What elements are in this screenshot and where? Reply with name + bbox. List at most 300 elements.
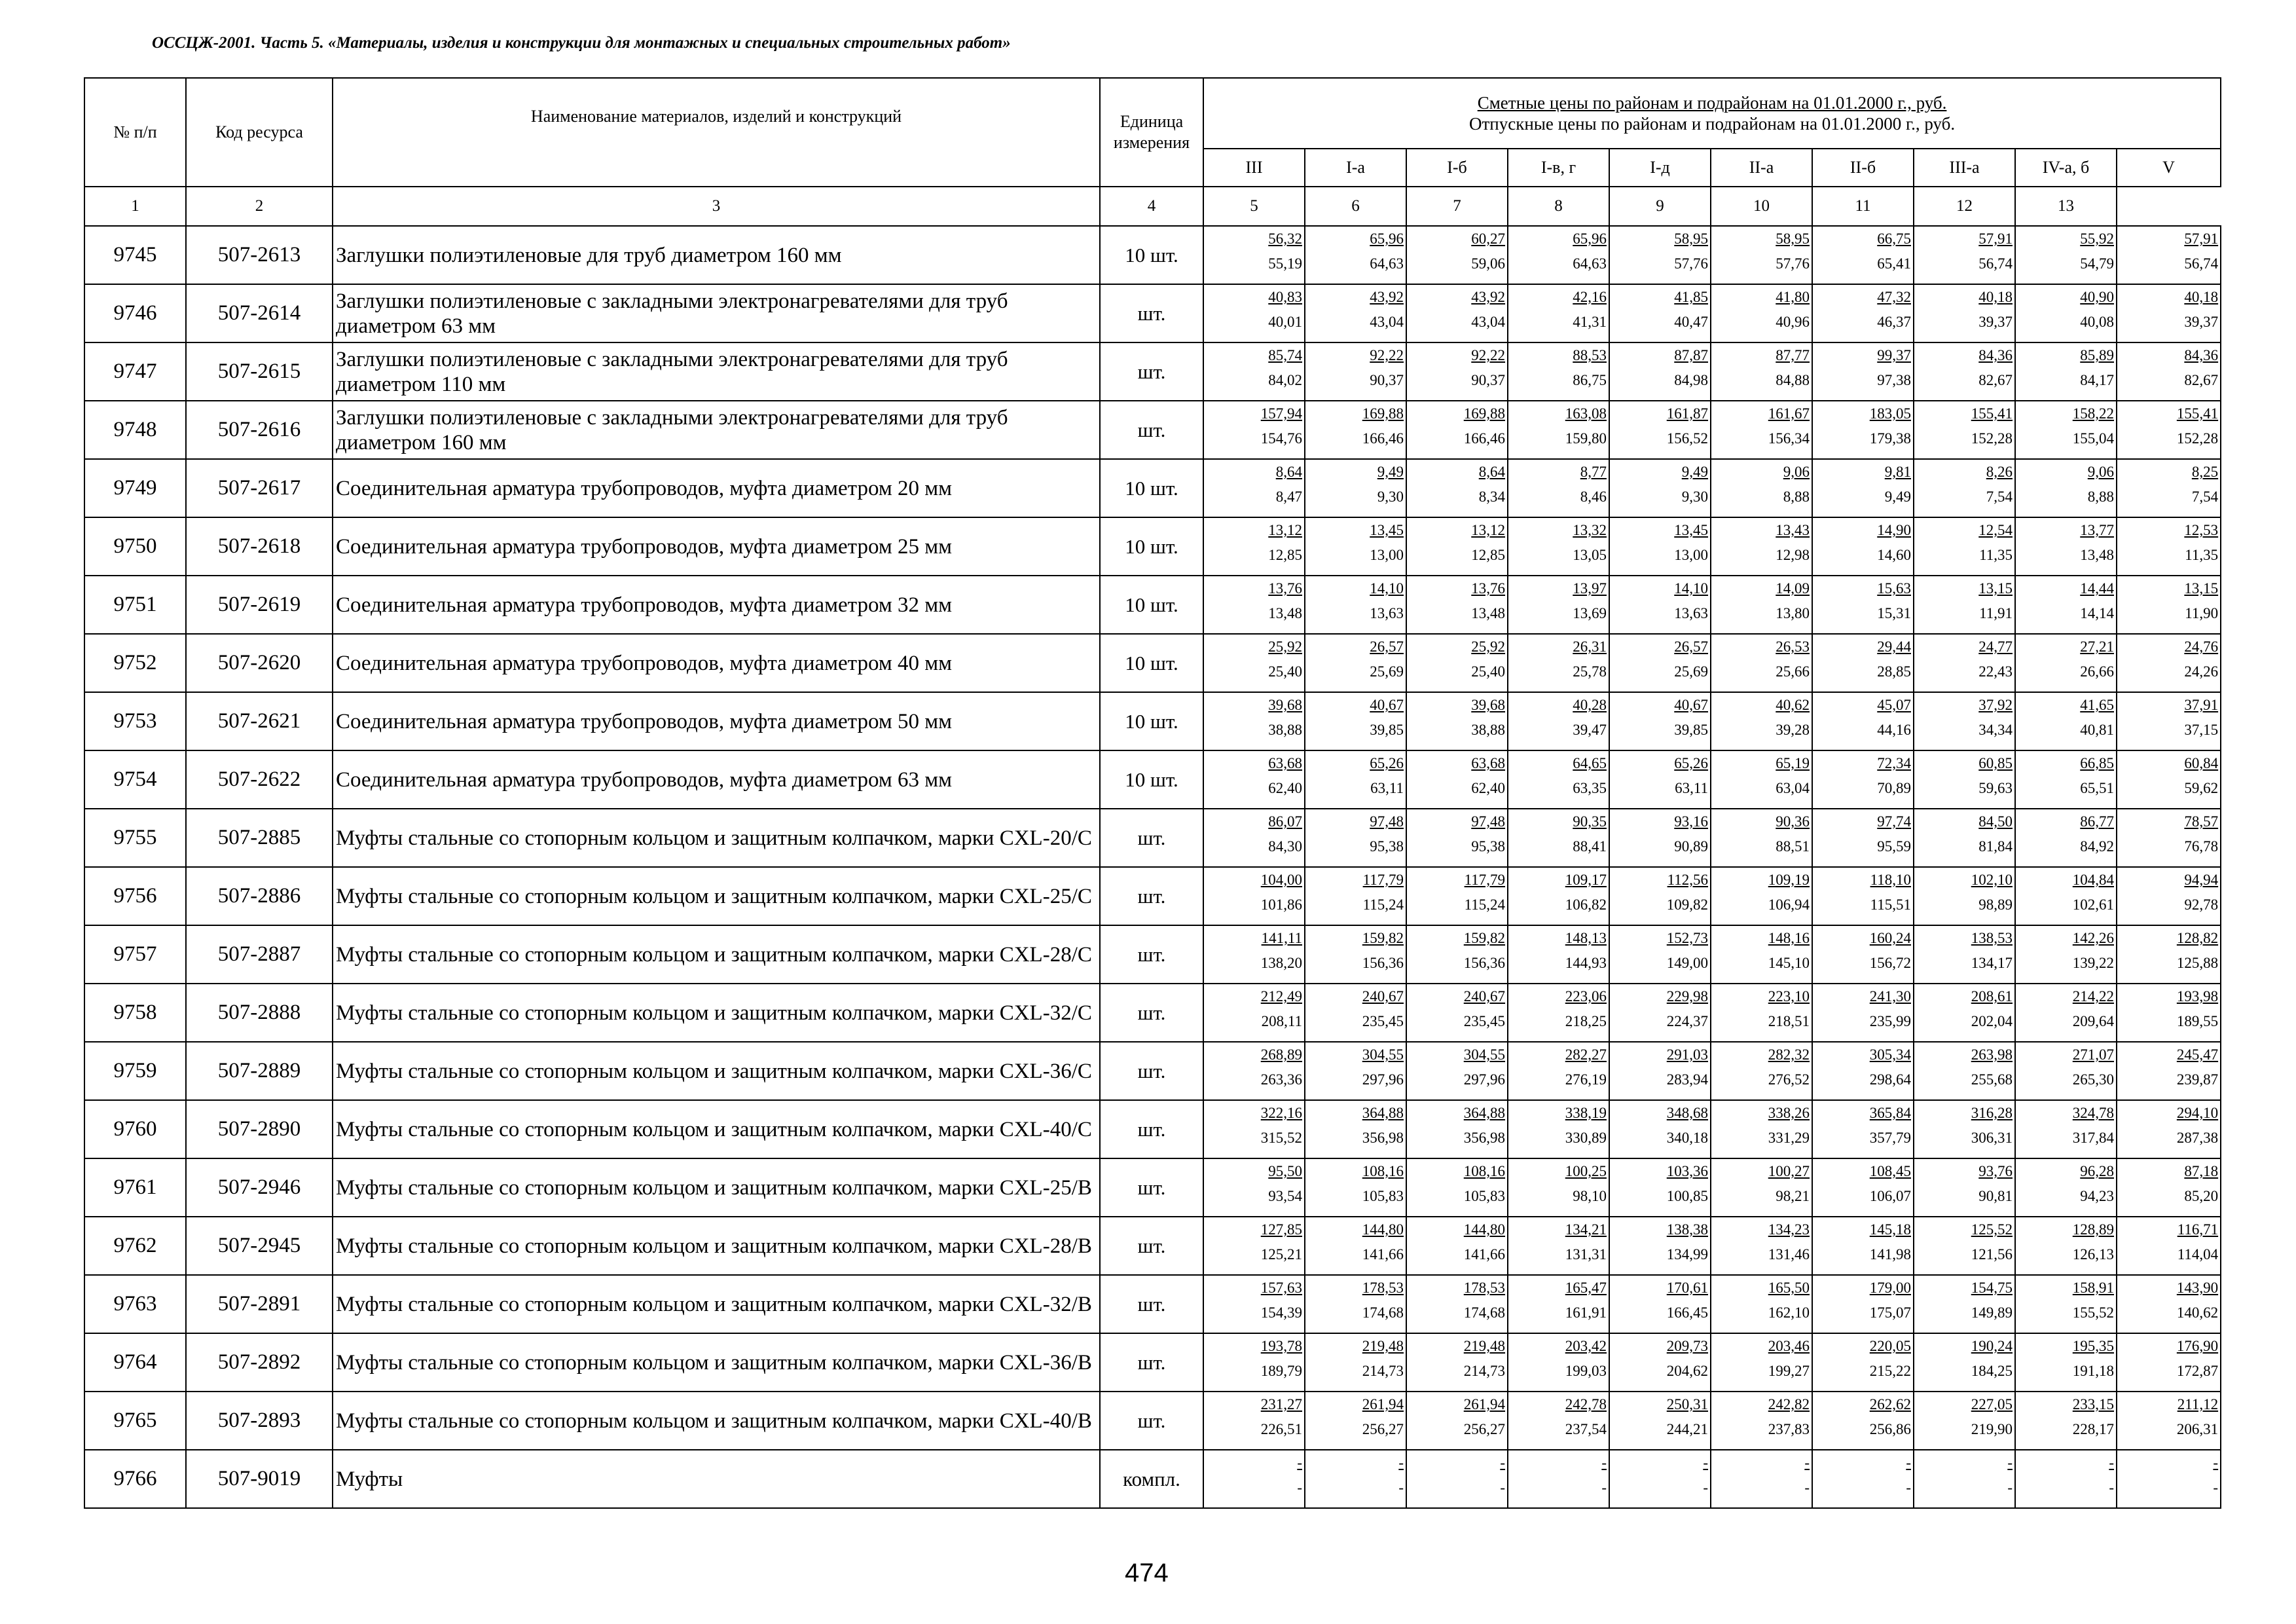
release-price: 179,38: [1869, 430, 1911, 447]
estimate-price: 261,94: [1362, 1396, 1404, 1412]
price-cell: [1305, 750, 1406, 809]
release-price: 13,63: [1370, 605, 1404, 621]
release-price: 306,31: [1971, 1130, 2013, 1146]
estimate-price: 142,26: [2072, 930, 2114, 946]
material-name: Заглушки полиэтиленовые для труб диаметром 160 мм: [333, 226, 1100, 284]
price-cell: [1406, 401, 1508, 459]
estimate-price: -: [2007, 1454, 2013, 1471]
price-cell: [1406, 750, 1508, 809]
release-price: 226,51: [1260, 1421, 1302, 1437]
estimate-price: 242,82: [1768, 1396, 1810, 1412]
material-name: Соединительная арматура трубопроводов, муфта диаметром 40 мм: [333, 634, 1100, 692]
estimate-price: 8,26: [1986, 464, 2013, 480]
release-price: 94,23: [2080, 1188, 2114, 1204]
estimate-price: 40,90: [2080, 289, 2114, 305]
price-cell: [1609, 401, 1711, 459]
header-column-number: 5: [1203, 187, 1305, 226]
price-cell: [1203, 1275, 1305, 1333]
price-cell: [1812, 1392, 1914, 1450]
price-cell: [2015, 576, 2117, 634]
row-number: 9757: [84, 925, 186, 984]
release-price: 228,17: [2072, 1421, 2114, 1437]
release-price: 265,30: [2072, 1071, 2114, 1088]
release-price: 8,88: [1783, 489, 1810, 505]
price-cell: [1609, 1450, 1711, 1508]
row-number: 9756: [84, 867, 186, 925]
price-cell: [1609, 692, 1711, 750]
release-price: 166,45: [1666, 1304, 1708, 1321]
estimate-price: 26,57: [1674, 638, 1708, 655]
estimate-price: 94,94: [2184, 872, 2219, 888]
release-price: 105,83: [1362, 1188, 1404, 1204]
row-number: 9754: [84, 750, 186, 809]
price-cell: [2117, 867, 2221, 925]
release-price: 145,10: [1768, 955, 1810, 971]
release-price: 25,40: [1471, 663, 1505, 680]
price-cell: [1305, 984, 1406, 1042]
release-price: 90,37: [1370, 372, 1404, 388]
price-cell: [1508, 634, 1609, 692]
release-price: 95,38: [1370, 838, 1404, 855]
estimate-price: 13,15: [2184, 580, 2219, 597]
release-price: 14,14: [2080, 605, 2114, 621]
price-cell: [2117, 984, 2221, 1042]
row-number: 9753: [84, 692, 186, 750]
price-cell: [1711, 342, 1812, 401]
resource-code: 507-9019: [186, 1450, 333, 1508]
table-row: [84, 925, 2221, 984]
estimate-price: 229,98: [1666, 988, 1708, 1005]
price-cell: [1406, 634, 1508, 692]
release-price: 237,54: [1565, 1421, 1607, 1437]
release-price: 283,94: [1666, 1071, 1708, 1088]
estimate-price: 13,76: [1268, 580, 1302, 597]
row-number: 9764: [84, 1333, 186, 1392]
table-row: [84, 1158, 2221, 1217]
price-cell: [1812, 1275, 1914, 1333]
table-row: [84, 750, 2221, 809]
release-price: 317,84: [2072, 1130, 2114, 1146]
estimate-price: 170,61: [1666, 1280, 1708, 1296]
release-price: 356,98: [1362, 1130, 1404, 1146]
price-cell: [1203, 517, 1305, 576]
release-price: 13,63: [1674, 605, 1708, 621]
price-cell: [1914, 342, 2015, 401]
row-number: 9761: [84, 1158, 186, 1217]
release-price: 46,37: [1877, 314, 1911, 330]
estimate-price: 25,92: [1268, 638, 1302, 655]
release-price: 59,06: [1471, 255, 1505, 272]
price-cell: [1203, 1392, 1305, 1450]
release-price: 63,04: [1776, 780, 1810, 796]
release-price: 40,81: [2080, 722, 2114, 738]
estimate-price: 45,07: [1877, 697, 1911, 713]
estimate-price: 66,85: [2080, 755, 2114, 771]
material-name: Муфты стальные со стопорным кольцом и защитным колпачком, марки CXL-25/B: [333, 1158, 1100, 1217]
estimate-price: 96,28: [2080, 1163, 2114, 1179]
estimate-price: 84,36: [2184, 347, 2219, 363]
price-cell: [2117, 284, 2221, 342]
release-price: 7,54: [1986, 489, 2013, 505]
estimate-price: 13,15: [1978, 580, 2013, 597]
price-cell: [2117, 459, 2221, 517]
price-cell: [2015, 1392, 2117, 1450]
price-cell: [1305, 517, 1406, 576]
release-price: 13,69: [1573, 605, 1607, 621]
release-price: -: [1906, 1479, 1911, 1496]
price-cell: [1914, 1158, 2015, 1217]
resource-code: 507-2889: [186, 1042, 333, 1100]
resource-code: 507-2887: [186, 925, 333, 984]
estimate-price: 154,75: [1971, 1280, 2013, 1296]
header-region: IV-а, б: [2015, 149, 2117, 187]
estimate-price: 95,50: [1268, 1163, 1302, 1179]
release-price: 125,88: [2176, 955, 2219, 971]
release-price: 315,52: [1260, 1130, 1302, 1146]
header-column-number: 1: [84, 187, 186, 226]
unit-of-measure: шт.: [1100, 1333, 1203, 1392]
release-price: 235,45: [1362, 1013, 1404, 1029]
release-price: 106,07: [1869, 1188, 1911, 1204]
estimate-price: -: [1297, 1454, 1302, 1471]
release-price: 152,28: [1971, 430, 2013, 447]
price-cell: [1711, 1450, 1812, 1508]
table-row: [84, 692, 2221, 750]
price-cell: [1812, 342, 1914, 401]
estimate-price: 219,48: [1463, 1338, 1505, 1354]
release-price: 8,46: [1580, 489, 1607, 505]
price-cell: [1203, 925, 1305, 984]
release-price: 121,56: [1971, 1246, 2013, 1263]
price-cell: [1203, 576, 1305, 634]
price-cell: [1508, 284, 1609, 342]
release-price: 65,51: [2080, 780, 2114, 796]
price-cell: [1914, 517, 2015, 576]
release-price: -: [2109, 1479, 2114, 1496]
header-column-number: 9: [1609, 187, 1711, 226]
resource-code: 507-2888: [186, 984, 333, 1042]
release-price: 39,85: [1370, 722, 1404, 738]
price-cell: [1203, 1450, 1305, 1508]
estimate-price: 8,64: [1275, 464, 1302, 480]
release-price: 235,99: [1869, 1013, 1911, 1029]
price-cell: [1305, 1217, 1406, 1275]
resource-code: 507-2892: [186, 1333, 333, 1392]
release-price: 95,38: [1471, 838, 1505, 855]
price-cell: [1609, 634, 1711, 692]
header-column-number: 13: [2015, 187, 2117, 226]
estimate-price: 14,10: [1370, 580, 1404, 597]
estimate-price: 169,88: [1463, 405, 1505, 422]
estimate-price: 268,89: [1260, 1046, 1302, 1063]
row-number: 9766: [84, 1450, 186, 1508]
estimate-price: 9,06: [2087, 464, 2114, 480]
release-price: 141,98: [1869, 1246, 1911, 1263]
release-price: 106,82: [1565, 896, 1607, 913]
price-cell: [2117, 809, 2221, 867]
price-cell: [1305, 1275, 1406, 1333]
price-cell: [1406, 1217, 1508, 1275]
price-cell: [1812, 809, 1914, 867]
estimate-price: 56,32: [1268, 231, 1302, 247]
release-price: 40,96: [1776, 314, 1810, 330]
estimate-price: -: [2213, 1454, 2219, 1471]
estimate-price: 63,68: [1471, 755, 1505, 771]
header-prices-release: Отпускные цены по районам и подрайонам на 01.01.2000 г., руб.: [1468, 114, 1956, 134]
release-price: 105,83: [1463, 1188, 1505, 1204]
price-cell: [1609, 809, 1711, 867]
release-price: 199,27: [1768, 1363, 1810, 1379]
price-cell: [1914, 692, 2015, 750]
release-price: 26,66: [2080, 663, 2114, 680]
material-name: Муфты стальные со стопорным кольцом и защитным колпачком, марки CXL-32/C: [333, 984, 1100, 1042]
table-row: [84, 634, 2221, 692]
estimate-price: 65,19: [1776, 755, 1810, 771]
estimate-price: 304,55: [1362, 1046, 1404, 1063]
price-cell: [1812, 1450, 1914, 1508]
material-name: Заглушки полиэтиленовые с закладными электронагревателями для труб диаметром 110 мм: [333, 342, 1100, 401]
row-number: 9747: [84, 342, 186, 401]
estimate-price: 117,79: [1362, 872, 1404, 888]
price-cell: [1203, 459, 1305, 517]
estimate-price: 241,30: [1869, 988, 1911, 1005]
price-cell: [2015, 867, 2117, 925]
price-cell: [1305, 925, 1406, 984]
price-cell: [2015, 750, 2117, 809]
table-row: [84, 867, 2221, 925]
release-price: 199,03: [1565, 1363, 1607, 1379]
release-price: 11,35: [1979, 547, 2013, 563]
release-price: 297,96: [1463, 1071, 1505, 1088]
price-cell: [1305, 1333, 1406, 1392]
price-cell: [1711, 459, 1812, 517]
price-cell: [1305, 401, 1406, 459]
price-cell: [1609, 1100, 1711, 1158]
release-price: 93,54: [1268, 1188, 1302, 1204]
release-price: 63,11: [1370, 780, 1404, 796]
price-cell: [2117, 1042, 2221, 1100]
estimate-price: 14,90: [1877, 522, 1911, 538]
price-cell: [1508, 925, 1609, 984]
price-cell: [1406, 1275, 1508, 1333]
table-row: [84, 809, 2221, 867]
estimate-price: 24,77: [1978, 638, 2013, 655]
estimate-price: 128,82: [2176, 930, 2219, 946]
price-cell: [1711, 984, 1812, 1042]
estimate-price: 97,74: [1877, 813, 1911, 830]
material-name: Соединительная арматура трубопроводов, муфта диаметром 25 мм: [333, 517, 1100, 576]
estimate-price: 118,10: [1870, 872, 1911, 888]
release-price: 84,30: [1268, 838, 1302, 855]
release-price: 84,17: [2080, 372, 2114, 388]
release-price: 39,28: [1776, 722, 1810, 738]
release-price: 206,31: [2176, 1421, 2219, 1437]
unit-of-measure: шт.: [1100, 809, 1203, 867]
estimate-price: 41,85: [1674, 289, 1708, 305]
estimate-price: 13,77: [2080, 522, 2114, 538]
price-cell: [1305, 1158, 1406, 1217]
page-number: 474: [1125, 1559, 1169, 1587]
price-cell: [1305, 576, 1406, 634]
release-price: 255,68: [1971, 1071, 2013, 1088]
price-cell: [1406, 284, 1508, 342]
price-cell: [1305, 226, 1406, 284]
estimate-price: 282,32: [1768, 1046, 1810, 1063]
price-cell: [1914, 226, 2015, 284]
price-cell: [1406, 1450, 1508, 1508]
release-price: 115,24: [1464, 896, 1505, 913]
release-price: 166,46: [1463, 430, 1505, 447]
price-cell: [2117, 1100, 2221, 1158]
price-cell: [1305, 1450, 1406, 1508]
price-cell: [1609, 1275, 1711, 1333]
estimate-price: 291,03: [1666, 1046, 1708, 1063]
estimate-price: 148,16: [1768, 930, 1810, 946]
release-price: 63,11: [1675, 780, 1708, 796]
material-name: Муфты стальные со стопорным кольцом и защитным колпачком, марки CXL-36/C: [333, 1042, 1100, 1100]
row-number: 9748: [84, 401, 186, 459]
header-region: III-а: [1914, 149, 2015, 187]
release-price: 356,98: [1463, 1130, 1505, 1146]
unit-of-measure: 10 шт.: [1100, 750, 1203, 809]
header-prices: [1203, 78, 2221, 149]
price-cell: [1203, 867, 1305, 925]
estimate-price: 43,92: [1370, 289, 1404, 305]
estimate-price: 25,92: [1471, 638, 1505, 655]
price-cell: [1914, 1217, 2015, 1275]
estimate-price: 138,53: [1971, 930, 2013, 946]
release-price: 13,80: [1776, 605, 1810, 621]
price-cell: [1812, 576, 1914, 634]
price-cell: [1711, 1392, 1812, 1450]
estimate-price: 145,18: [1869, 1221, 1911, 1238]
estimate-price: 159,82: [1362, 930, 1404, 946]
estimate-price: 193,98: [2176, 988, 2219, 1005]
estimate-price: 161,67: [1768, 405, 1810, 422]
estimate-price: 93,16: [1674, 813, 1708, 830]
release-price: 224,37: [1666, 1013, 1708, 1029]
estimate-price: -: [1703, 1454, 1708, 1471]
estimate-price: 66,75: [1877, 231, 1911, 247]
estimate-price: 8,25: [2191, 464, 2219, 480]
row-number: 9755: [84, 809, 186, 867]
release-price: 95,59: [1877, 838, 1911, 855]
estimate-price: 157,94: [1260, 405, 1302, 422]
release-price: 44,16: [1877, 722, 1911, 738]
price-cell: [1914, 1042, 2015, 1100]
release-price: 84,88: [1776, 372, 1810, 388]
estimate-price: 65,96: [1573, 231, 1607, 247]
estimate-price: 155,41: [2176, 405, 2219, 422]
price-cell: [1406, 459, 1508, 517]
price-cell: [2015, 401, 2117, 459]
price-cell: [1203, 634, 1305, 692]
price-cell: [2015, 1100, 2117, 1158]
header-column-number: 10: [1711, 187, 1812, 226]
resource-code: 507-2891: [186, 1275, 333, 1333]
price-cell: [1914, 1450, 2015, 1508]
price-cell: [2117, 1333, 2221, 1392]
price-cell: [2117, 576, 2221, 634]
estimate-price: 57,91: [2184, 231, 2219, 247]
estimate-price: 13,76: [1471, 580, 1505, 597]
release-price: 106,94: [1768, 896, 1810, 913]
estimate-price: -: [1398, 1454, 1404, 1471]
release-price: 13,48: [2080, 547, 2114, 563]
price-cell: [2015, 1275, 2117, 1333]
price-cell: [1305, 867, 1406, 925]
release-price: 161,91: [1565, 1304, 1607, 1321]
estimate-price: 338,26: [1768, 1105, 1810, 1121]
release-price: 174,68: [1463, 1304, 1505, 1321]
unit-of-measure: шт.: [1100, 284, 1203, 342]
release-price: 297,96: [1362, 1071, 1404, 1088]
resource-code: 507-2890: [186, 1100, 333, 1158]
release-price: 12,85: [1268, 547, 1302, 563]
price-cell: [1508, 401, 1609, 459]
header-column-number: 6: [1305, 187, 1406, 226]
estimate-price: 26,53: [1776, 638, 1810, 655]
estimate-price: 240,67: [1362, 988, 1404, 1005]
price-cell: [1508, 1158, 1609, 1217]
price-cell: [1406, 342, 1508, 401]
release-price: 154,76: [1260, 430, 1302, 447]
release-price: 115,51: [1870, 896, 1911, 913]
release-price: 40,01: [1268, 314, 1302, 330]
price-cell: [1406, 576, 1508, 634]
estimate-price: 242,78: [1565, 1396, 1607, 1412]
header-column-number: 3: [333, 187, 1100, 226]
estimate-price: 214,22: [2072, 988, 2114, 1005]
price-cell: [1711, 1333, 1812, 1392]
price-cell: [1406, 809, 1508, 867]
estimate-price: 141,11: [1261, 930, 1302, 946]
release-price: 34,34: [1978, 722, 2013, 738]
estimate-price: 338,19: [1565, 1105, 1607, 1121]
release-price: 131,46: [1768, 1246, 1810, 1263]
price-cell: [1203, 1217, 1305, 1275]
price-cell: [2015, 1042, 2117, 1100]
price-cell: [1711, 284, 1812, 342]
estimate-price: 195,35: [2072, 1338, 2114, 1354]
estimate-price: 27,21: [2080, 638, 2114, 655]
price-cell: [1508, 692, 1609, 750]
price-cell: [1406, 984, 1508, 1042]
estimate-price: 159,82: [1463, 930, 1505, 946]
estimate-price: 316,28: [1971, 1105, 2013, 1121]
estimate-price: 87,77: [1776, 347, 1810, 363]
release-price: 88,41: [1573, 838, 1607, 855]
price-cell: [2117, 750, 2221, 809]
price-cell: [1203, 226, 1305, 284]
price-cell: [2117, 925, 2221, 984]
price-cell: [1812, 1217, 1914, 1275]
estimate-price: 223,10: [1768, 988, 1810, 1005]
estimate-price: 117,79: [1464, 872, 1505, 888]
estimate-price: 108,16: [1362, 1163, 1404, 1179]
release-price: 25,78: [1573, 663, 1607, 680]
release-price: 156,52: [1666, 430, 1708, 447]
estimate-price: 9,49: [1681, 464, 1708, 480]
estimate-price: 60,85: [1978, 755, 2013, 771]
resource-code: 507-2616: [186, 401, 333, 459]
estimate-price: 144,80: [1362, 1221, 1404, 1238]
estimate-price: 43,92: [1471, 289, 1505, 305]
release-price: 11,91: [1979, 605, 2013, 621]
estimate-price: 60,27: [1471, 231, 1505, 247]
release-price: 25,66: [1776, 663, 1810, 680]
price-cell: [1508, 342, 1609, 401]
